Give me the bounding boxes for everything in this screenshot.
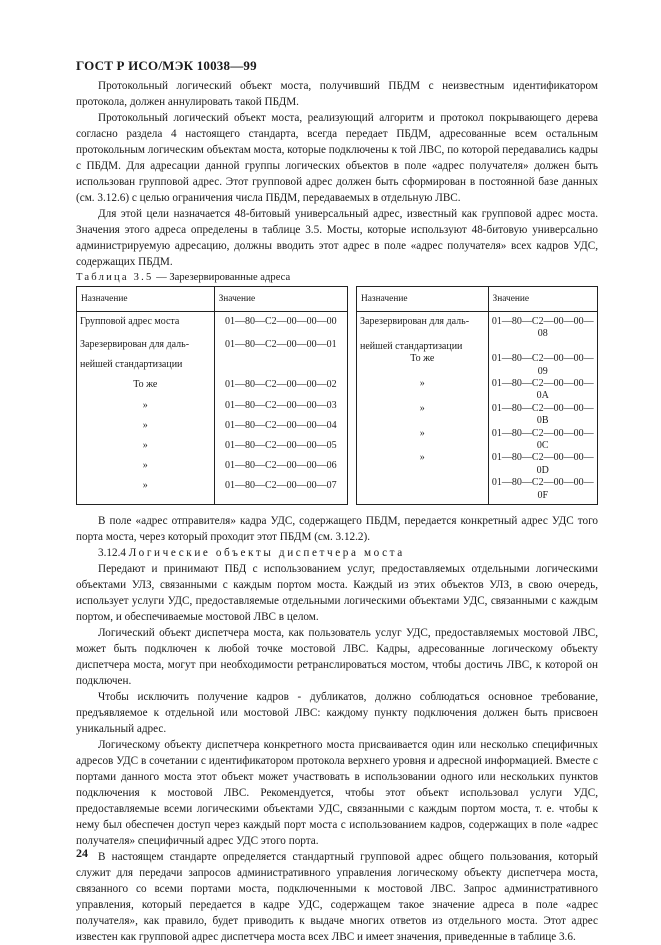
designation-cell: »	[357, 403, 489, 428]
table-row	[357, 477, 598, 502]
table-row	[77, 379, 348, 399]
table-left	[76, 286, 348, 505]
column-header: Значение	[488, 287, 597, 312]
table-row	[357, 341, 598, 353]
table-row	[357, 312, 598, 341]
page-number: 24	[76, 846, 88, 860]
value-cell: 01—80—C2—00—00—01	[214, 339, 347, 359]
value-cell: 01—80—C2—00—00—00	[214, 312, 347, 340]
value-cell: 01—80—C2—00—00—0A	[488, 378, 597, 403]
column-header: Назначение	[357, 287, 489, 312]
paragraph: Логическому объекту диспетчера конкретного моста присваивается один или несколько специфичных адресов УДС в сочетании с идентификатором протокола верхнего уровня и адресной информацией. Вместе с портами данного моста этот объект может участвовать в использовании одного или нескольких пунктов подключения к мостовой ЛВС. Рекомендуется, чтобы этот объект использовал услуги УДС, предоставляемые всеми логическими объектами УДС, связанными с каждым портом моста, т. е. чтобы к нему был обеспечен доступ через каждый порт моста с использованием кадров, содержащих в поле «адрес получателя» специфичный адрес УДС этого порта.	[76, 739, 598, 848]
document-header: ГОСТ Р ИСО/МЭК 10038—99	[76, 58, 257, 73]
value-cell: 01—80—C2—00—00—03	[214, 400, 347, 420]
designation-cell: »	[77, 420, 215, 440]
value-cell: 01—80—C2—00—00—05	[214, 440, 347, 460]
designation-cell: »	[77, 440, 215, 460]
table-row	[77, 420, 348, 440]
value-cell: 01—80—C2—00—00—04	[214, 420, 347, 440]
column-header: Значение	[214, 287, 347, 312]
designation-cell: »	[77, 480, 215, 504]
table-row	[77, 359, 348, 379]
value-cell: 01—80—C2—00—00—0C	[488, 428, 597, 453]
value-cell: 01—80—C2—00—00—0F	[488, 477, 597, 502]
table-row	[77, 460, 348, 480]
designation-cell: »	[357, 428, 489, 453]
reserved-addresses-tables	[76, 286, 598, 505]
table-row	[77, 440, 348, 460]
designation-cell: Групповой адрес моста	[77, 312, 215, 340]
table-right	[356, 286, 598, 505]
paragraph: В поле «адрес отправителя» кадра УДС, содержащего ПБДМ, передается конкретный адрес УДС того порта моста, через который проходит этот ПБДМ (см. 3.12.2).	[76, 515, 598, 544]
table-row	[357, 378, 598, 403]
value-cell	[488, 502, 597, 505]
designation-cell: Зарезервирован для даль-	[77, 339, 215, 359]
designation-cell: »	[357, 452, 489, 477]
paragraph: В настоящем стандарте определяется стандартный групповой адрес общего пользования, который служит для передачи запросов административного управления логическому объекту диспетчера моста, связанного со всеми портами моста, подключенными к мостовой ЛВС. Запрос административного управления, который передается в кадре УДС, содержащем такое значение адреса в поле «адрес получателя», как правило, будет приводить к выдаче многих ответов из отдельного моста. Этот адрес известен как групповой адрес диспетчера моста всех ЛВС и имеет значения, приведенные в таблице 3.6.	[76, 851, 598, 944]
page-content	[76, 78, 598, 945]
section-number: 3.12.4	[98, 547, 126, 560]
value-cell: 01—80—C2—00—00—06	[214, 460, 347, 480]
value-cell: 01—80—C2—00—00—02	[214, 379, 347, 399]
paragraph: Чтобы исключить получение кадров - дубликатов, должно соблюдаться основное требование, предъявляемое к отдельной или мостовой ЛВС: каждому пункту подключения должен быть присвоен уникальный адрес.	[76, 691, 598, 736]
value-cell	[488, 341, 597, 353]
table-row	[357, 353, 598, 378]
designation-cell: То же	[77, 379, 215, 399]
table-row	[357, 502, 598, 505]
table-row	[77, 480, 348, 504]
designation-cell: »	[77, 400, 215, 420]
section-title: Логические объекты диспетчера моста	[128, 547, 405, 560]
designation-cell: »	[77, 460, 215, 480]
designation-cell: нейшей стандартизации	[357, 341, 489, 353]
value-cell: 01—80—C2—00—00—0B	[488, 403, 597, 428]
designation-cell: нейшей стандартизации	[77, 359, 215, 379]
value-cell: 01—80—C2—00—00—0D	[488, 452, 597, 477]
table-caption-label: Таблица 3.5	[76, 272, 154, 283]
paragraph: Передают и принимают ПБД с использованием услуг, предоставляемых отдельными логическими объектами УЛЗ, связанными с каждым портом моста. Каждый из этих объектов УЛЗ, в свою очередь, использует услуги УДС, предоставляемые отдельными логическими объектами УДС, связанными с каждым портом, и обеспечиваемые мостовой ЛВС в целом.	[76, 563, 598, 624]
table-row	[77, 312, 348, 340]
designation-cell	[357, 502, 489, 505]
paragraph: Протокольный логический объект моста, получивший ПБДМ с неизвестным идентификатором протокола, должен аннулировать такой ПБДМ.	[76, 80, 598, 108]
table-caption	[76, 270, 598, 286]
value-cell: 01—80—C2—00—00—08	[488, 312, 597, 341]
designation-cell: Зарезервирован для даль-	[357, 312, 489, 341]
designation-cell: »	[357, 378, 489, 403]
table-row	[77, 339, 348, 359]
paragraph: Для этой цели назначается 48-битовый универсальный адрес, известный как групповой адрес моста. Значения этого адреса определены в таблице 3.5. Мосты, которые используют 48-битовую универсально администрируемую адресацию, должны вводить этот адрес в поле «адрес получателя» всех кадров УДС, содержащих ПБДМ.	[76, 208, 598, 268]
value-cell	[214, 359, 347, 379]
table-row	[357, 452, 598, 477]
value-cell: 01—80—C2—00—00—09	[488, 353, 597, 378]
table-caption-title: — Зарезервированные адреса	[153, 272, 291, 283]
table-row	[77, 400, 348, 420]
designation-cell: То же	[357, 353, 489, 378]
section-heading	[76, 545, 598, 561]
table-row	[357, 428, 598, 453]
designation-cell	[357, 477, 489, 502]
table-row	[357, 403, 598, 428]
value-cell: 01—80—C2—00—00—07	[214, 480, 347, 504]
column-header: Назначение	[77, 287, 215, 312]
paragraph: Протокольный логический объект моста, реализующий алгоритм и протокол покрывающего дерева согласно раздела 4 настоящего стандарта, всегда передает ПБДМ, адресованные всем остальным протокольным логическим объектам моста, которые подключены к той ЛВС, по которой передавались кадры с ПБДМ. Для адресации данной группы логических объектов в поле «адрес получателя» должен быть использован групповой адрес. Этот групповой адрес должен быть сформирован в постоянной базе данных (см. 3.12.6) с целью ограничения числа ПБДМ, передаваемых в отдельную ЛВС.	[76, 112, 598, 204]
paragraph: Логический объект диспетчера моста, как пользователь услуг УДС, предоставляемых мостовой ЛВС, может быть подключен к любой точке мостовой ЛВС. Кадры, адресованные логическому объекту диспетчера моста, могут при необходимости ретранслироваться мостом, чтобы достичь ЛВС, к которой он подключен.	[76, 627, 598, 688]
